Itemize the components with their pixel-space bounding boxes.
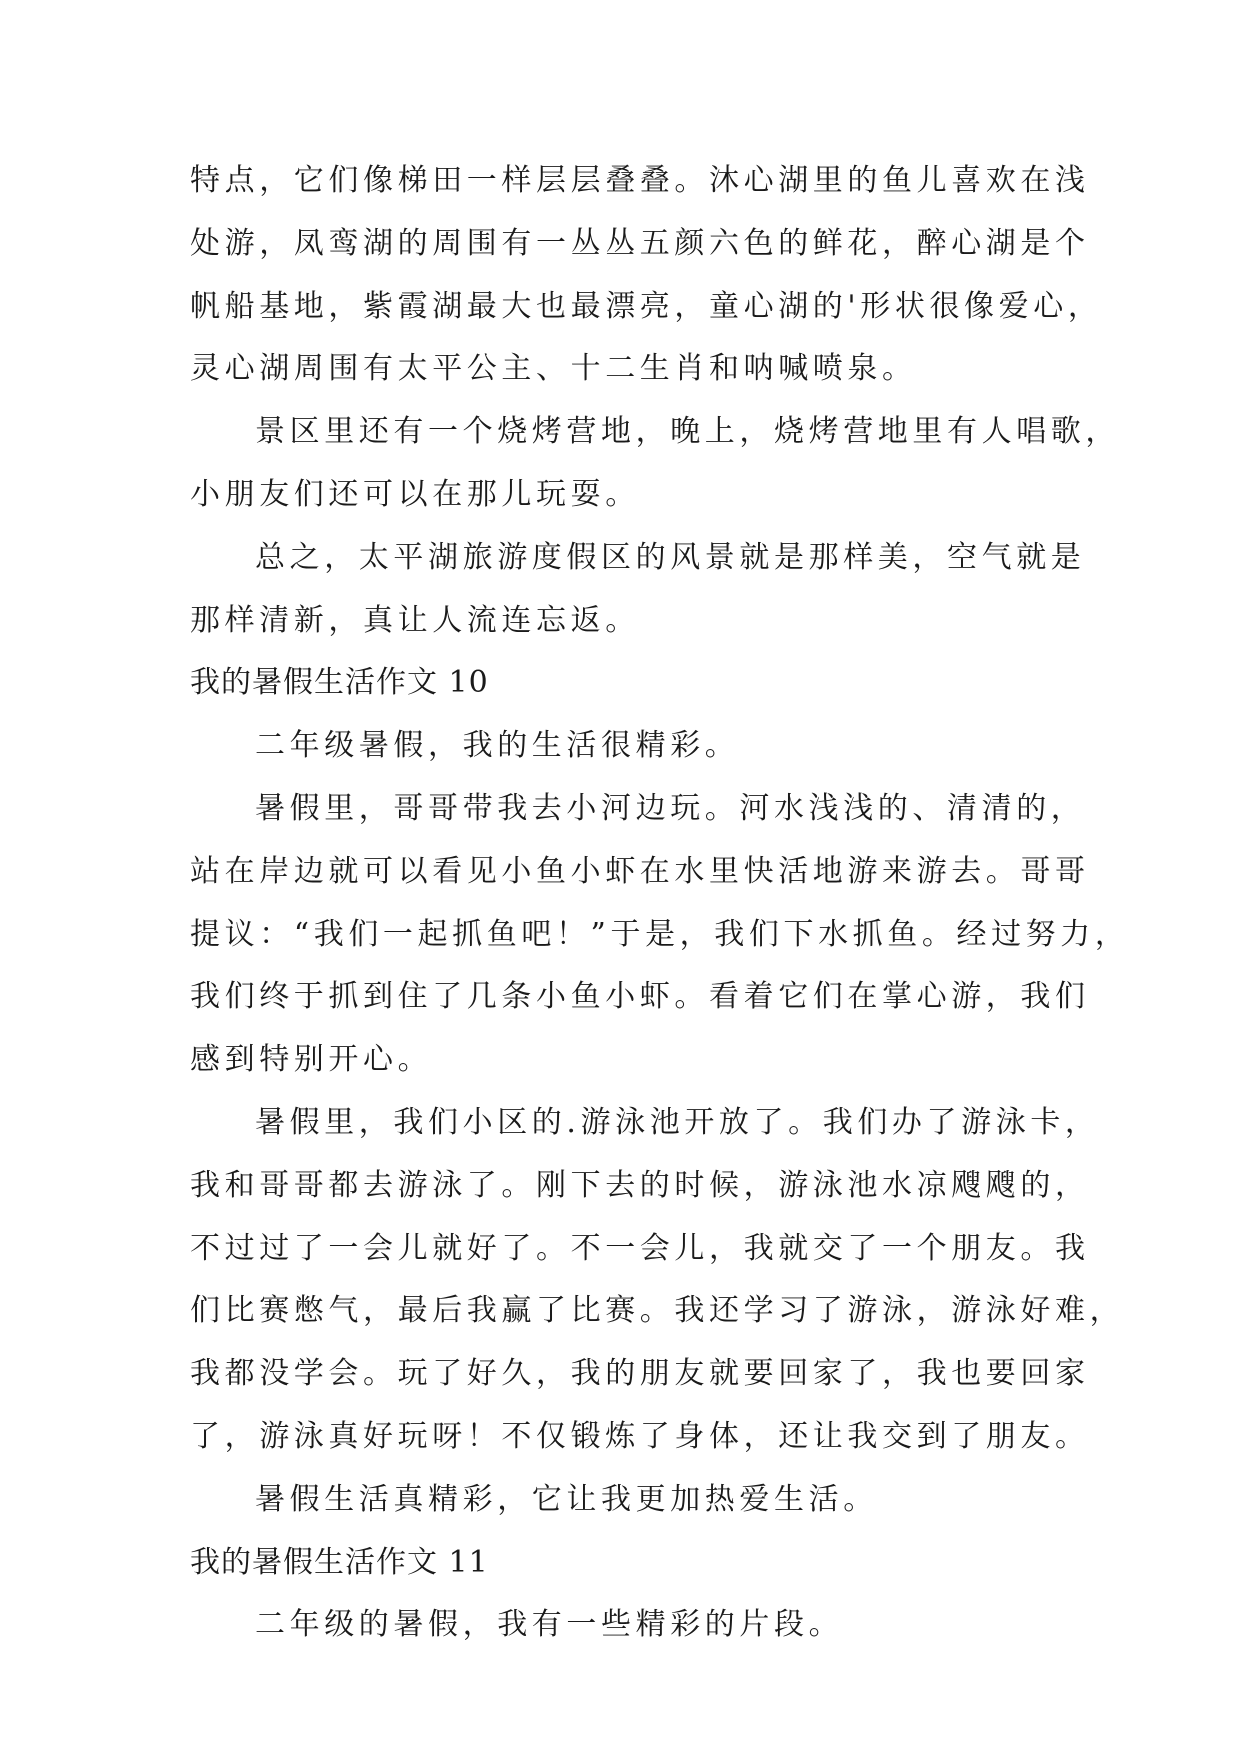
text-line: 们比赛憋气，最后我赢了比赛。我还学习了游泳，游泳好难， bbox=[190, 1293, 1125, 1329]
text-line: 了，游泳真好玩呀！不仅锻炼了身体，还让我交到了朋友。 bbox=[190, 1418, 1090, 1454]
text-line: 帆船基地，紫霞湖最大也最漂亮，童心湖的'形状很像爱心， bbox=[190, 288, 1103, 324]
paragraph-first-line: 暑假里，哥哥带我去小河边玩。河水浅浅的、清清的， bbox=[255, 790, 1086, 826]
text-line: 站在岸边就可以看见小鱼小虾在水里快活地游来游去。哥哥 bbox=[190, 853, 1090, 889]
text-line: 我们终于抓到住了几条小鱼小虾。看着它们在掌心游，我们 bbox=[190, 979, 1090, 1015]
paragraph-first-line: 暑假生活真精彩，它让我更加热爱生活。 bbox=[255, 1481, 878, 1517]
section-heading: 我的暑假生活作文 10 bbox=[190, 665, 489, 701]
text-line: 小朋友们还可以在那儿玩耍。 bbox=[190, 476, 640, 512]
text-line: 处游，凤鸾湖的周围有一丛丛五颜六色的鲜花，醉心湖是个 bbox=[190, 225, 1090, 261]
text-line: 那样清新，真让人流连忘返。 bbox=[190, 602, 640, 638]
document-page bbox=[190, 150, 1130, 1657]
paragraph-first-line: 二年级的暑假，我有一些精彩的片段。 bbox=[255, 1607, 844, 1643]
text-line: 提议：“我们一起抓鱼吧！”于是，我们下水抓鱼。经过努力， bbox=[190, 916, 1130, 952]
text-line: 灵心湖周围有太平公主、十二生肖和呐喊喷泉。 bbox=[190, 351, 917, 387]
paragraph-first-line: 二年级暑假，我的生活很精彩。 bbox=[255, 728, 740, 764]
paragraph-first-line: 总之，太平湖旅游度假区的风景就是那样美，空气就是 bbox=[255, 539, 1086, 575]
text-line: 不过过了一会儿就好了。不一会儿，我就交了一个朋友。我 bbox=[190, 1230, 1090, 1266]
paragraph-first-line: 景区里还有一个烧烤营地，晚上，烧烤营地里有人唱歌， bbox=[255, 414, 1120, 450]
section-heading: 我的暑假生活作文 11 bbox=[190, 1544, 489, 1580]
text-line: 感到特别开心。 bbox=[190, 1042, 433, 1078]
text-line: 我都没学会。玩了好久，我的朋友就要回家了，我也要回家 bbox=[190, 1356, 1090, 1392]
text-line: 特点，它们像梯田一样层层叠叠。沐心湖里的鱼儿喜欢在浅 bbox=[190, 163, 1090, 198]
paragraph-first-line: 暑假里，我们小区的.游泳池开放了。我们办了游泳卡， bbox=[255, 1104, 1100, 1140]
text-line: 我和哥哥都去游泳了。刚下去的时候，游泳池水凉飕飕的， bbox=[190, 1167, 1090, 1203]
